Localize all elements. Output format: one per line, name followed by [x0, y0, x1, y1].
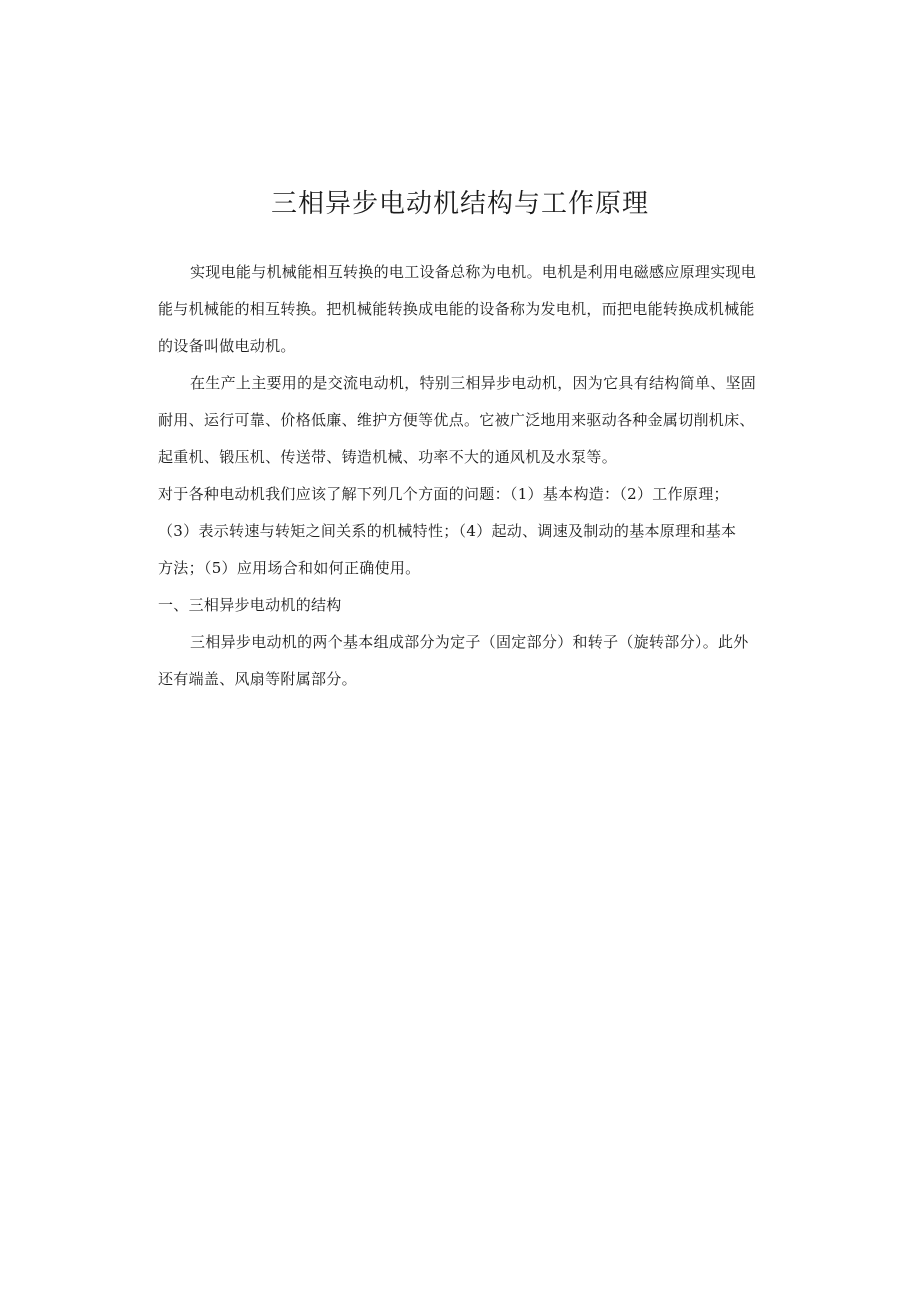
paragraph-line: （3）表示转速与转矩之间关系的机械特性；（4）起动、调速及制动的基本原理和基本: [158, 522, 737, 540]
paragraph-structure: [158, 632, 778, 689]
paragraph-line: 起重机、锻压机、传送带、铸造机械、功率不大的通风机及水泵等。: [158, 448, 618, 466]
paragraph-line: 耐用、运行可靠、价格低廉、维护方便等优点。它被广泛地用来驱动各种金属切削机床、: [158, 411, 755, 429]
section-heading-text: 一、三相异步电动机的结构: [158, 596, 342, 614]
section-heading: [158, 595, 778, 615]
paragraph-line: 的设备叫做电动机。: [158, 337, 296, 355]
paragraph-line: 三相异步电动机的两个基本组成部分为定子（固定部分）和转子（旋转部分）。此外: [190, 633, 749, 651]
document-title: 三相异步电动机结构与工作原理: [270, 189, 649, 219]
paragraph-line: 对于各种电动机我们应该了解下列几个方面的问题：（1）基本构造：（2）工作原理；: [158, 485, 729, 503]
paragraph-line: 在生产上主要用的是交流电动机，特别三相异步电动机，因为它具有结构简单、坚固: [190, 374, 757, 392]
paragraph-ac-motor: [158, 373, 778, 467]
document-body: [158, 262, 778, 689]
paragraph-line: 还有端盖、风扇等附属部分。: [158, 670, 357, 688]
paragraph-line: 实现电能与机械能相互转换的电工设备总称为电机。电机是利用电磁感应原理实现电: [190, 263, 757, 281]
paragraph-line: 方法；（5）应用场合和如何正确使用。: [158, 559, 421, 577]
paragraph-line: 能与机械能的相互转换。把机械能转换成电能的设备称为发电机，而把电能转换成机械能: [158, 300, 755, 318]
paragraph-questions: [158, 484, 778, 578]
paragraph-intro: [158, 262, 778, 356]
